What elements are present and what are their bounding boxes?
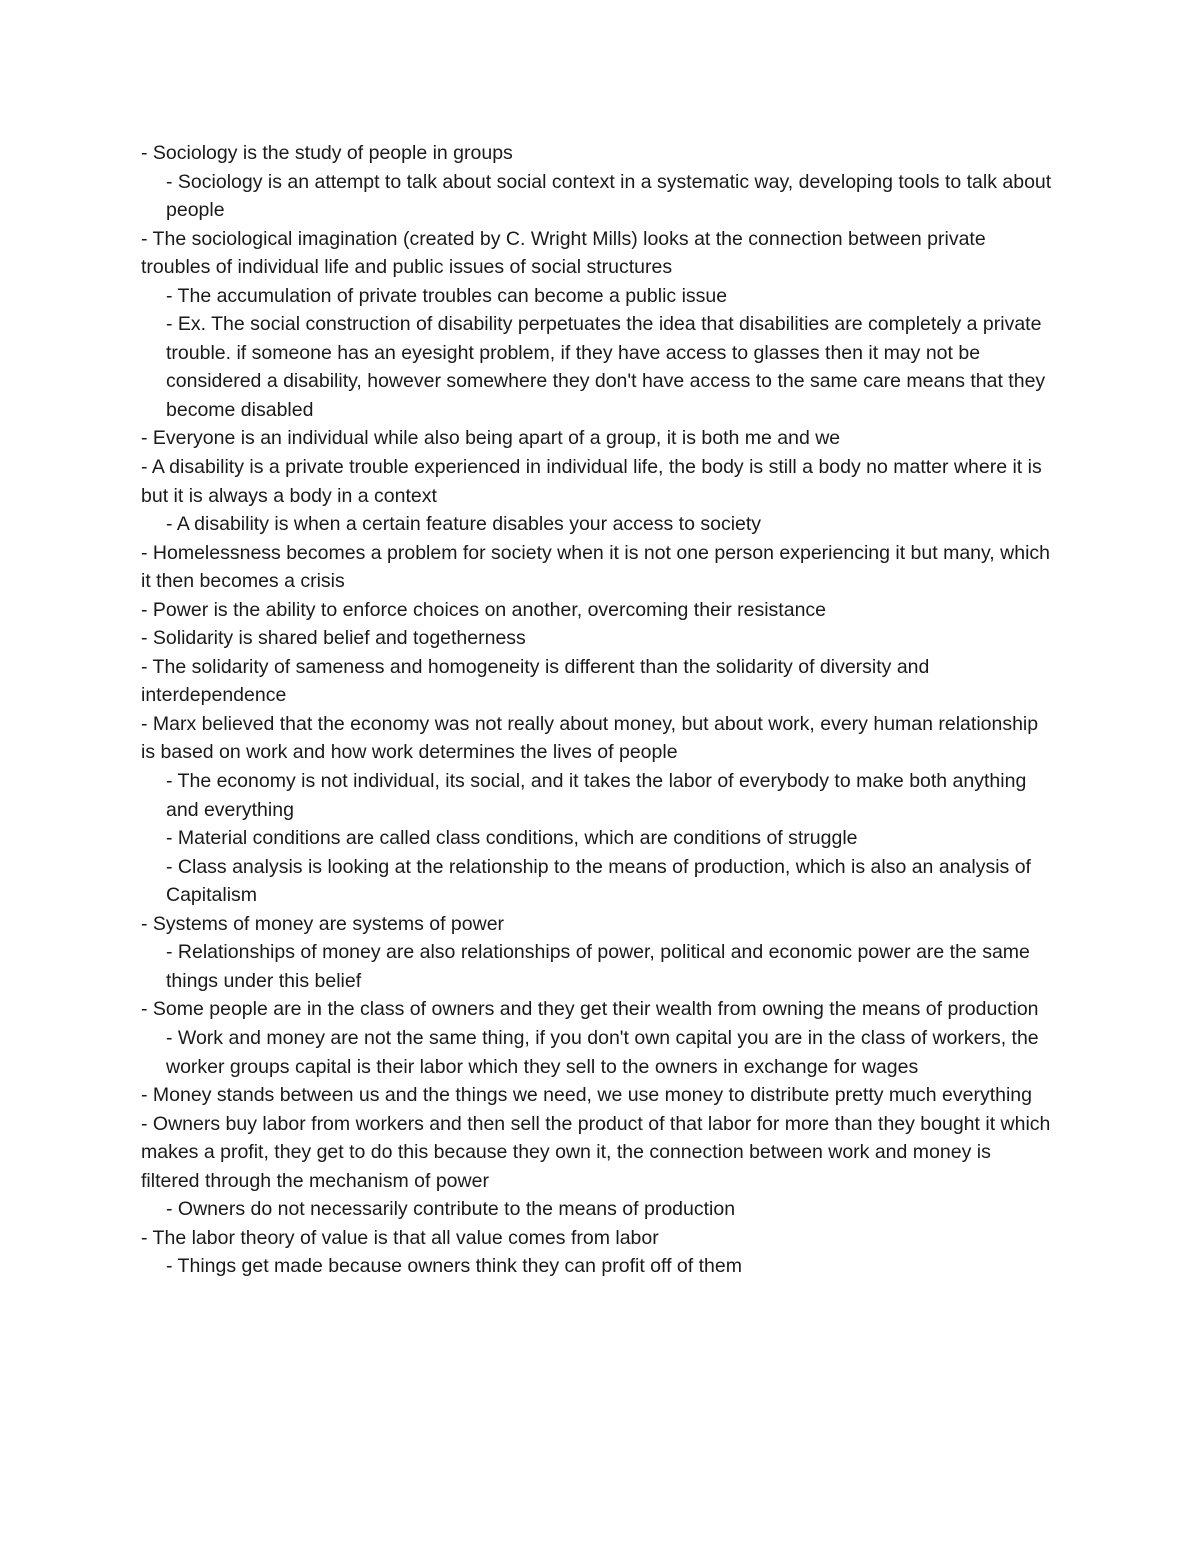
- note-line: [141, 1110, 1053, 1196]
- note-line: [141, 910, 1053, 939]
- note-line: [141, 653, 1053, 710]
- note-subline: [141, 938, 1053, 995]
- note-line: [141, 624, 1053, 653]
- note-text: - Marx believed that the economy was not really about money, but about work, every human relationship is based on work and how work determines the lives of people: [141, 712, 1039, 764]
- note-text: - Systems of money are systems of power: [141, 912, 505, 935]
- note-subline: [141, 310, 1053, 424]
- note-text: - The solidarity of sameness and homogeneity is different than the solidarity of diversity and interdependence: [141, 655, 930, 707]
- note-text: - Owners do not necessarily contribute to the means of production: [166, 1198, 736, 1221]
- note-subline: [141, 824, 1053, 853]
- note-text: - Money stands between us and the things we need, we use money to distribute pretty much everything: [141, 1084, 1033, 1107]
- note-text: - Ex. The social construction of disability perpetuates the idea that disabilities are completely a private trouble. if someone has an eyesight problem, if they have access to glasses then it may not be considered a disability, however somewhere they don't have access to the same care means that they become disabled: [166, 313, 1046, 421]
- note-text: - The accumulation of private troubles can become a public issue: [166, 284, 728, 307]
- note-text: - The sociological imagination (created by C. Wright Mills) looks at the connection between private troubles of individual life and public issues of social structures: [141, 227, 986, 279]
- note-line: [141, 1081, 1053, 1110]
- note-line: [141, 424, 1053, 453]
- note-text: - A disability is a private trouble experienced in individual life, the body is still a body no matter where it is but it is always a body in a context: [141, 456, 1042, 507]
- note-subline: [141, 510, 1053, 539]
- note-subline: [141, 853, 1053, 910]
- note-line: [141, 710, 1053, 767]
- note-line: [141, 596, 1053, 625]
- note-text: - A disability is when a certain feature disables your access to society: [166, 513, 762, 536]
- note-text: - The labor theory of value is that all value comes from labor: [141, 1226, 659, 1249]
- note-text: - Relationships of money are also relationships of power, political and economic power are the same things under this belief: [166, 941, 1030, 992]
- note-text: - Owners buy labor from workers and then sell the product of that labor for more than they bought it which makes a profit, they get to do this because they own it, the connection between work and money is filtered through the mechanism of power: [141, 1112, 1051, 1192]
- note-subline: [141, 767, 1053, 824]
- note-subline: [141, 1195, 1053, 1224]
- note-line: [141, 1224, 1053, 1253]
- note-line: [141, 225, 1053, 282]
- note-line: [141, 453, 1053, 510]
- note-text: - Power is the ability to enforce choices on another, overcoming their resistance: [141, 598, 827, 621]
- note-text: - The economy is not individual, its social, and it takes the labor of everybody to make both anything and everything: [166, 770, 1027, 821]
- note-subline: [141, 1024, 1053, 1081]
- note-subline: [141, 282, 1053, 311]
- note-text: - Sociology is the study of people in groups: [141, 142, 513, 164]
- note-text: - Solidarity is shared belief and togetherness: [141, 627, 526, 650]
- note-text: - Material conditions are called class conditions, which are conditions of struggle: [166, 827, 858, 850]
- note-line: [141, 995, 1053, 1024]
- note-text: - Things get made because owners think they can profit off of them: [166, 1255, 742, 1278]
- note-text: - Class analysis is looking at the relationship to the means of production, which is also an analysis of Capitalism: [166, 855, 1031, 907]
- note-text: - Everyone is an individual while also being apart of a group, it is both me and we: [141, 427, 841, 450]
- note-line: [141, 539, 1053, 596]
- note-subline: [141, 168, 1053, 225]
- note-text: - Some people are in the class of owners and they get their wealth from owning the means of production: [141, 998, 1039, 1021]
- document-page: [141, 139, 1053, 1281]
- note-text: - Homelessness becomes a problem for society when it is not one person experiencing it but many, which it then becomes a crisis: [141, 541, 1050, 593]
- note-text: - Work and money are not the same thing, if you don't own capital you are in the class of workers, the worker groups capital is their labor which they sell to the owners in exchange for wages: [166, 1026, 1039, 1078]
- note-line: [141, 139, 1053, 168]
- note-subline: [141, 1252, 1053, 1281]
- note-text: - Sociology is an attempt to talk about social context in a systematic way, developing tools to talk about people: [166, 170, 1052, 222]
